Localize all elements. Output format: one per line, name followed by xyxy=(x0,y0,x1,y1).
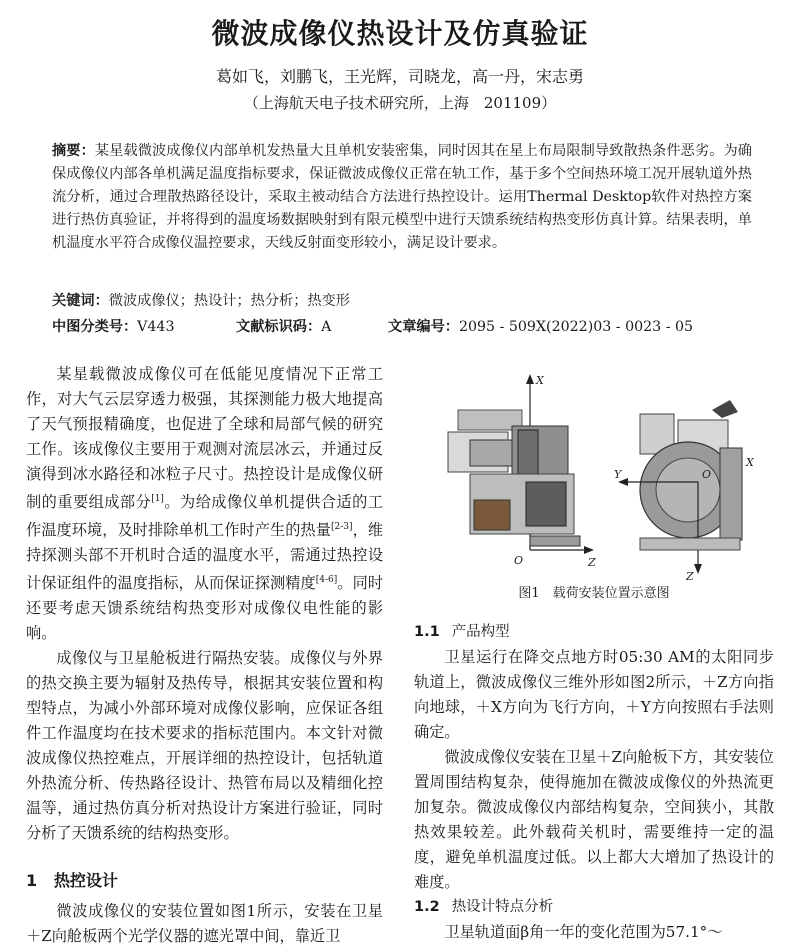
paper-title: 微波成像仪热设计及仿真验证 xyxy=(211,17,589,50)
section-1-number: 1 xyxy=(26,871,38,891)
abstract-label: 摘要： xyxy=(52,143,95,159)
p1-text-b: 。为给成像仪单机提供合适的工作温度环境，及时排除单机工作时产生的热量 xyxy=(26,493,384,540)
p1-text-c: ，维持探测头部不开机时合适的温度水平，需通过热控设计保证组件的温度指标，从而保证探测精度 xyxy=(26,521,384,593)
x-axis-arrow xyxy=(526,374,534,384)
left-column xyxy=(26,362,383,949)
right-imager-drawing xyxy=(614,400,755,583)
axis-label-x: X xyxy=(536,374,544,387)
article-value: 2095 - 509X(2022)03 - 0023 - 05 xyxy=(458,319,694,335)
section-1-1-heading xyxy=(414,620,774,645)
base-plate xyxy=(530,536,580,546)
figure-1-caption: 图1 载荷安装位置示意图 xyxy=(518,586,670,601)
clc-value: V443 xyxy=(137,319,175,335)
keywords xyxy=(52,290,752,310)
figure-1-installation-diagram xyxy=(430,370,780,610)
intro-paragraph-1 xyxy=(26,362,383,646)
article-label: 文章编号： xyxy=(388,319,459,335)
section-1-1-title: 产品构型 xyxy=(451,624,510,640)
document-code xyxy=(236,316,331,336)
section-1-2-heading xyxy=(414,895,774,920)
citation-3: [4-6] xyxy=(315,575,338,586)
keywords-text: 微波成像仪；热设计；热分析；热变形 xyxy=(108,293,350,309)
z-axis-arrow xyxy=(584,546,594,554)
config-paragraph-2: 微波成像仪安装在卫星＋Z向舱板下方，其安装位置周围结构复杂，使得施加在微波成像仪的外热流更加复杂。微波成像仪内部结构复杂，空间狭小，其散热效果较差。此外载荷关机时，需要维持一定的温度，避免单机温度过低。以上都大大增加了热设计的难度。 xyxy=(414,748,774,891)
citation-2: [2-3] xyxy=(331,522,353,533)
doc-label: 文献标识码： xyxy=(236,319,322,335)
affiliation: （上海航天电子技术研究所，上海 201109） xyxy=(243,94,557,112)
config-paragraph-1: 卫星运行在降交点地方时05:30 AM的太阳同步轨道上，微波成像仪三维外形如图2所示，＋Z方向指向地球，＋X方向为飞行方向，＋Y方向按照右手法则确定。 xyxy=(414,648,774,741)
p1-text-d: 。同时还要考虑天馈系统结构热变形对成像仪电性能的影响。 xyxy=(26,574,384,643)
right-side-structure xyxy=(720,448,742,540)
section-1-2-title: 热设计特点分析 xyxy=(451,899,554,915)
section-1-paragraph: 微波成像仪的安装位置如图1所示，安装在卫星＋Z向舱板两个光学仪器的遮光罩中间，靠近卫 xyxy=(26,902,383,946)
intro-paragraph-2: 成像仪与卫星舱板进行隔热安装。成像仪与外界的热交换主要为辐射及热传导，根据其安装位置和构型特点，为减小外部环境对成像仪影响，应保证各组件工作温度均在技术要求的指标范围内。本文针对微波成像仪热控难点，开展详细的热控设计，包括轨道外热流分析、传热路径设计、热管布局以及精细化控温等，通过热仿真分析对热设计方案进行验证，同时分析了天馈系统的结构热变形。 xyxy=(26,649,383,843)
abstract-text: 某星载微波成像仪内部单机发热量大且单机安装密集，同时因其在星上布局限制导致散热条件恶劣。为确保成像仪内部各单机满足温度指标要求，保证微波成像仪正常在轨工作，基于多个空间热环境工况开展轨道外热流分析，通过合理散热路径设计，采取主被动结合方法进行热控设计。运用Thermal Desktop软件对热控方案进行热仿真验证，并将得到的温度场数据映射到有限元模型中进行天馈系统结构热变形仿真计算。结果表明，单机温度水平符合成像仪温控要求，天线反射面变形较小，满足设计要求。 xyxy=(52,143,752,251)
optical-instrument-a-core xyxy=(470,440,514,466)
right-base xyxy=(640,538,740,550)
axis-label-o: O xyxy=(514,554,524,567)
dark-module xyxy=(526,482,566,526)
article-number xyxy=(388,316,693,336)
doc-value: A xyxy=(321,319,332,335)
left-satellite-drawing xyxy=(448,374,596,569)
thermal-analysis-paragraph: 卫星轨道面β角一年的变化范围为57.1°～ xyxy=(444,923,723,941)
axis-label-z2: Z xyxy=(686,570,694,583)
z2-axis-arrow xyxy=(694,564,702,574)
section-1-title: 热控设计 xyxy=(53,871,118,891)
keywords-label: 关键词： xyxy=(52,293,109,309)
right-column xyxy=(414,620,774,945)
brown-module xyxy=(474,500,510,530)
clc-number xyxy=(52,316,174,336)
imager-panel xyxy=(518,430,538,476)
axis-label-z: Z xyxy=(588,556,596,569)
abstract xyxy=(52,140,752,255)
axis-label-x2: X xyxy=(746,456,754,469)
top-bracket xyxy=(712,400,738,418)
axis-label-y: Y xyxy=(614,468,622,481)
axis-label-o2: O xyxy=(702,468,712,481)
citation-1: [1] xyxy=(151,494,164,504)
clc-label: 中图分类号： xyxy=(52,319,138,335)
section-1-2-number: 1.2 xyxy=(414,899,440,915)
section-1-heading xyxy=(26,868,383,893)
author-list: 葛如飞，刘鹏飞，王光辉，司晓龙，高一丹，宋志勇 xyxy=(215,67,584,86)
section-1-1-number: 1.1 xyxy=(414,624,440,640)
p1-text-a: 某星载微波成像仪可在低能见度情况下正常工作，对大气云层穿透力极强，其探测能力极大地提高了天气预报精确度，也促进了全球和局部气候的研究工作。该成像仪主要用于观测对流层冰云，并通过反演得到冰水路径和冰粒子尺寸。热控设计是成像仪研制的重要组成部分 xyxy=(26,365,383,512)
